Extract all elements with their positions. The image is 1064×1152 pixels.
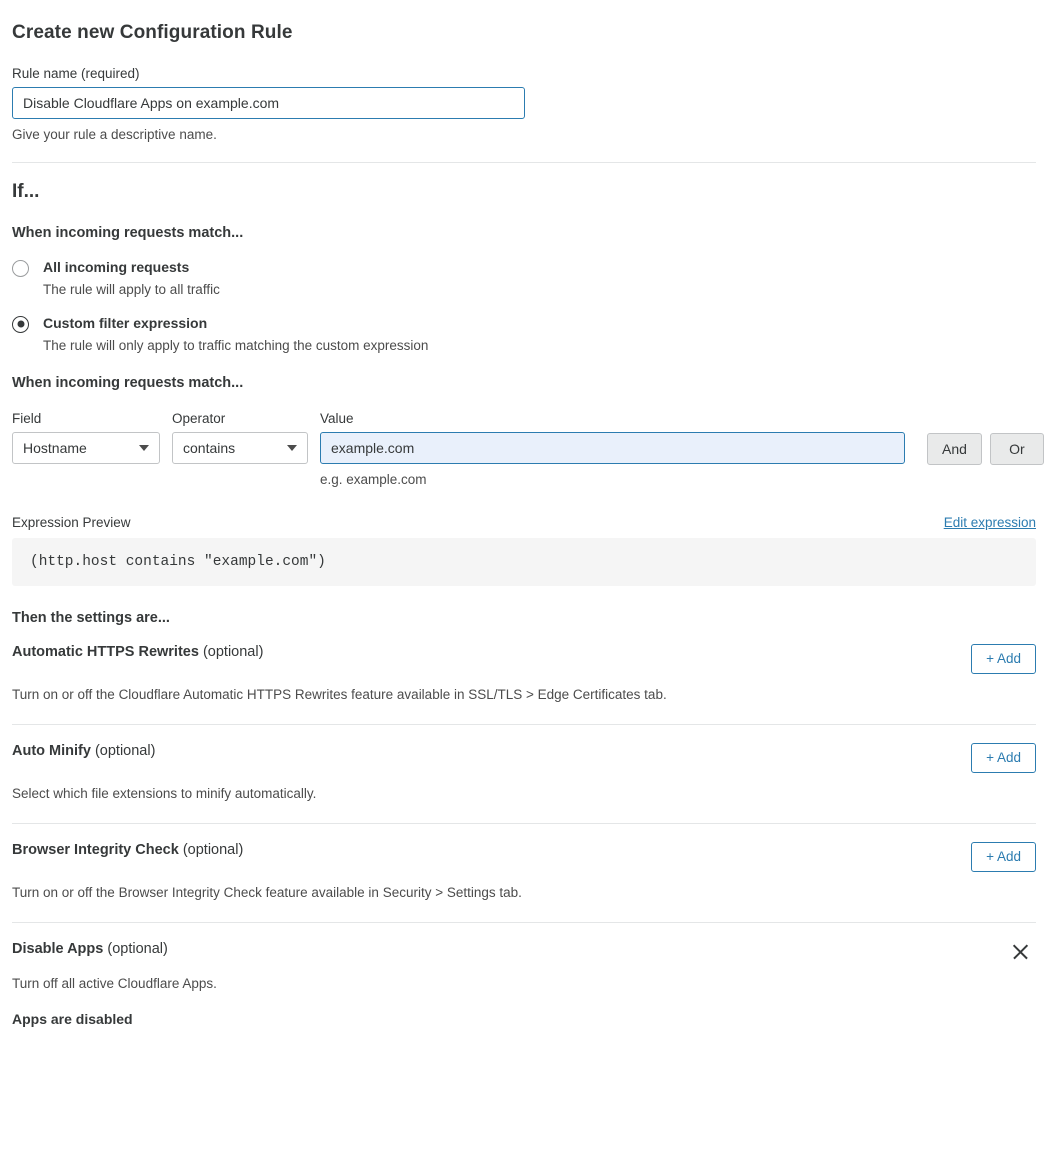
value-input[interactable] <box>320 432 905 464</box>
setting-browser-integrity-check <box>12 824 1036 900</box>
then-section-heading: Then the settings are... <box>12 609 170 626</box>
setting-title <box>12 743 155 759</box>
chevron-down-icon <box>139 445 149 451</box>
chevron-down-icon <box>287 445 297 451</box>
radio-custom-filter-icon[interactable] <box>12 316 29 333</box>
operator-column <box>172 411 308 464</box>
setting-description: Turn off all active Cloudflare Apps. <box>12 975 217 991</box>
match-heading: When incoming requests match... <box>12 225 244 241</box>
add-automatic-https-rewrites-button[interactable]: + Add <box>971 644 1036 674</box>
radio-custom-filter-label: Custom filter expression <box>43 314 208 331</box>
operator-select-value: contains <box>183 439 236 456</box>
status-badge: Apps are disabled <box>12 1010 133 1027</box>
edit-expression-link[interactable]: Edit expression <box>943 514 1036 530</box>
value-hint: e.g. example.com <box>320 471 427 487</box>
setting-optional: (optional) <box>202 643 264 660</box>
page-title: Create new Configuration Rule <box>12 22 293 43</box>
and-button[interactable]: And <box>927 433 982 465</box>
setting-title <box>12 644 263 660</box>
field-select-value: Hostname <box>23 439 87 456</box>
setting-name: Automatic HTTPS Rewrites <box>12 643 199 660</box>
radio-all-requests-icon[interactable] <box>12 260 29 277</box>
builder-heading: When incoming requests match... <box>12 374 244 391</box>
divider <box>12 162 1036 163</box>
value-column <box>320 411 905 487</box>
setting-title <box>12 941 168 957</box>
rule-name-hint: Give your rule a descriptive name. <box>12 127 217 142</box>
setting-name: Auto Minify <box>12 742 91 759</box>
add-auto-minify-button[interactable]: + Add <box>971 743 1036 773</box>
setting-description: Select which file extensions to minify automatically. <box>12 785 317 801</box>
setting-optional: (optional) <box>94 742 156 759</box>
expression-preview-header <box>12 515 1036 530</box>
setting-auto-minify <box>12 725 1036 801</box>
or-button[interactable]: Or <box>990 433 1044 465</box>
expression-preview-box: (http.host contains "example.com") <box>12 538 1036 586</box>
value-label: Value <box>320 410 354 426</box>
field-column <box>12 411 160 464</box>
setting-optional: (optional) <box>107 940 168 957</box>
operator-select[interactable] <box>172 432 308 464</box>
operator-label: Operator <box>172 410 226 426</box>
setting-description: Turn on or off the Browser Integrity Check feature available in Security > Settings tab. <box>12 884 522 900</box>
if-section-heading: If... <box>12 181 40 202</box>
add-browser-integrity-check-button[interactable]: + Add <box>971 842 1036 872</box>
setting-description: Turn on or off the Cloudflare Automatic HTTPS Rewrites feature available in SSL/TLS > Edge Certificates tab. <box>12 686 667 702</box>
setting-optional: (optional) <box>182 841 244 858</box>
setting-title <box>12 842 243 858</box>
close-icon[interactable] <box>1010 941 1032 963</box>
setting-name: Browser Integrity Check <box>12 841 179 858</box>
expression-preview-label: Expression Preview <box>12 514 131 530</box>
setting-disable-apps <box>12 923 1036 1027</box>
radio-option-all-requests[interactable] <box>12 259 1036 297</box>
radio-all-requests-label: All incoming requests <box>43 259 190 275</box>
field-label: Field <box>12 410 42 426</box>
radio-all-requests-description: The rule will apply to all traffic <box>43 281 220 297</box>
and-or-buttons <box>927 411 1044 465</box>
setting-name: Disable Apps <box>12 940 104 957</box>
field-select[interactable] <box>12 432 160 464</box>
setting-automatic-https-rewrites <box>12 626 1036 702</box>
rule-name-label: Rule name (required) <box>12 66 140 81</box>
expression-builder-row <box>12 411 1036 487</box>
radio-custom-filter-description: The rule will only apply to traffic matching the custom expression <box>43 337 429 353</box>
radio-option-custom-filter[interactable] <box>12 315 1036 353</box>
rule-name-input[interactable] <box>12 87 525 119</box>
